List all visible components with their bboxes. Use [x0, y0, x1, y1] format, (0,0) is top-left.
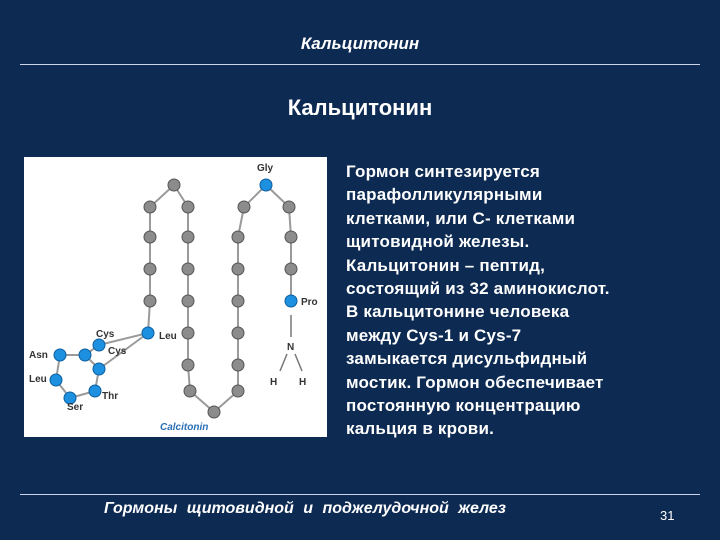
residue	[285, 231, 297, 243]
residue-highlighted	[79, 349, 91, 361]
label-cys-1: Cys	[96, 329, 115, 340]
residue-highlighted	[50, 374, 62, 386]
residue	[144, 231, 156, 243]
residue-highlighted	[54, 349, 66, 361]
residue	[144, 263, 156, 275]
label-n: N	[287, 342, 295, 353]
residue	[184, 385, 196, 397]
residue	[283, 201, 295, 213]
residue	[285, 263, 297, 275]
slide-number: 31	[660, 508, 675, 523]
label-h-right: H	[299, 377, 307, 388]
label-asn: Asn	[29, 350, 48, 361]
residue	[182, 327, 194, 339]
label-leu-mid: Leu	[159, 331, 177, 342]
residue	[182, 263, 194, 275]
residue	[232, 295, 244, 307]
residue-highlighted	[260, 179, 272, 191]
label-ser: Ser	[67, 402, 84, 413]
slide-title: Кальцитонин	[287, 95, 433, 120]
residue	[208, 406, 220, 418]
footer-divider	[20, 494, 700, 495]
h-bond-right	[295, 354, 302, 371]
residue	[232, 385, 244, 397]
residue-highlighted	[285, 295, 297, 307]
residue-highlighted	[142, 327, 154, 339]
residues	[50, 179, 297, 418]
residue	[182, 231, 194, 243]
calcitonin-svg	[24, 157, 327, 437]
residue	[144, 201, 156, 213]
residue	[182, 359, 194, 371]
diagram-caption: Calcitonin	[160, 422, 209, 433]
peptide-links	[56, 185, 291, 412]
label-h-left: H	[270, 377, 278, 388]
description-text: Гормон синтезируется парафолликулярными клетками, или С- клетками щитовидной железы. Кальцитонин – пептид, состоящий из 32 аминокислот. В кальцитонине человека между Cys-1 и Cys-7 замыкается дисульфидный мостик. Гормон обеспечивает постоянную концентрацию кальция в крови.	[346, 162, 610, 439]
label-thr: Thr	[102, 391, 119, 402]
residue	[168, 179, 180, 191]
residue	[182, 201, 194, 213]
h-bond-left	[280, 354, 287, 371]
residue	[232, 359, 244, 371]
residue	[238, 201, 250, 213]
residue	[144, 295, 156, 307]
header-title: Кальцитонин	[300, 34, 420, 53]
label-cys-2: Cys	[108, 346, 127, 357]
footer-text: Гормоны щитовидной и поджелудочной желез	[104, 500, 506, 517]
calcitonin-structure-diagram	[24, 157, 327, 437]
residue	[232, 263, 244, 275]
residue	[232, 231, 244, 243]
label-gly: Gly	[257, 163, 274, 174]
residue	[232, 327, 244, 339]
residue	[182, 295, 194, 307]
header-divider	[20, 64, 700, 65]
residue-highlighted	[93, 363, 105, 375]
residue-highlighted	[93, 339, 105, 351]
label-pro: Pro	[301, 297, 318, 308]
residue-highlighted	[89, 385, 101, 397]
label-leu-ring: Leu	[29, 374, 47, 385]
